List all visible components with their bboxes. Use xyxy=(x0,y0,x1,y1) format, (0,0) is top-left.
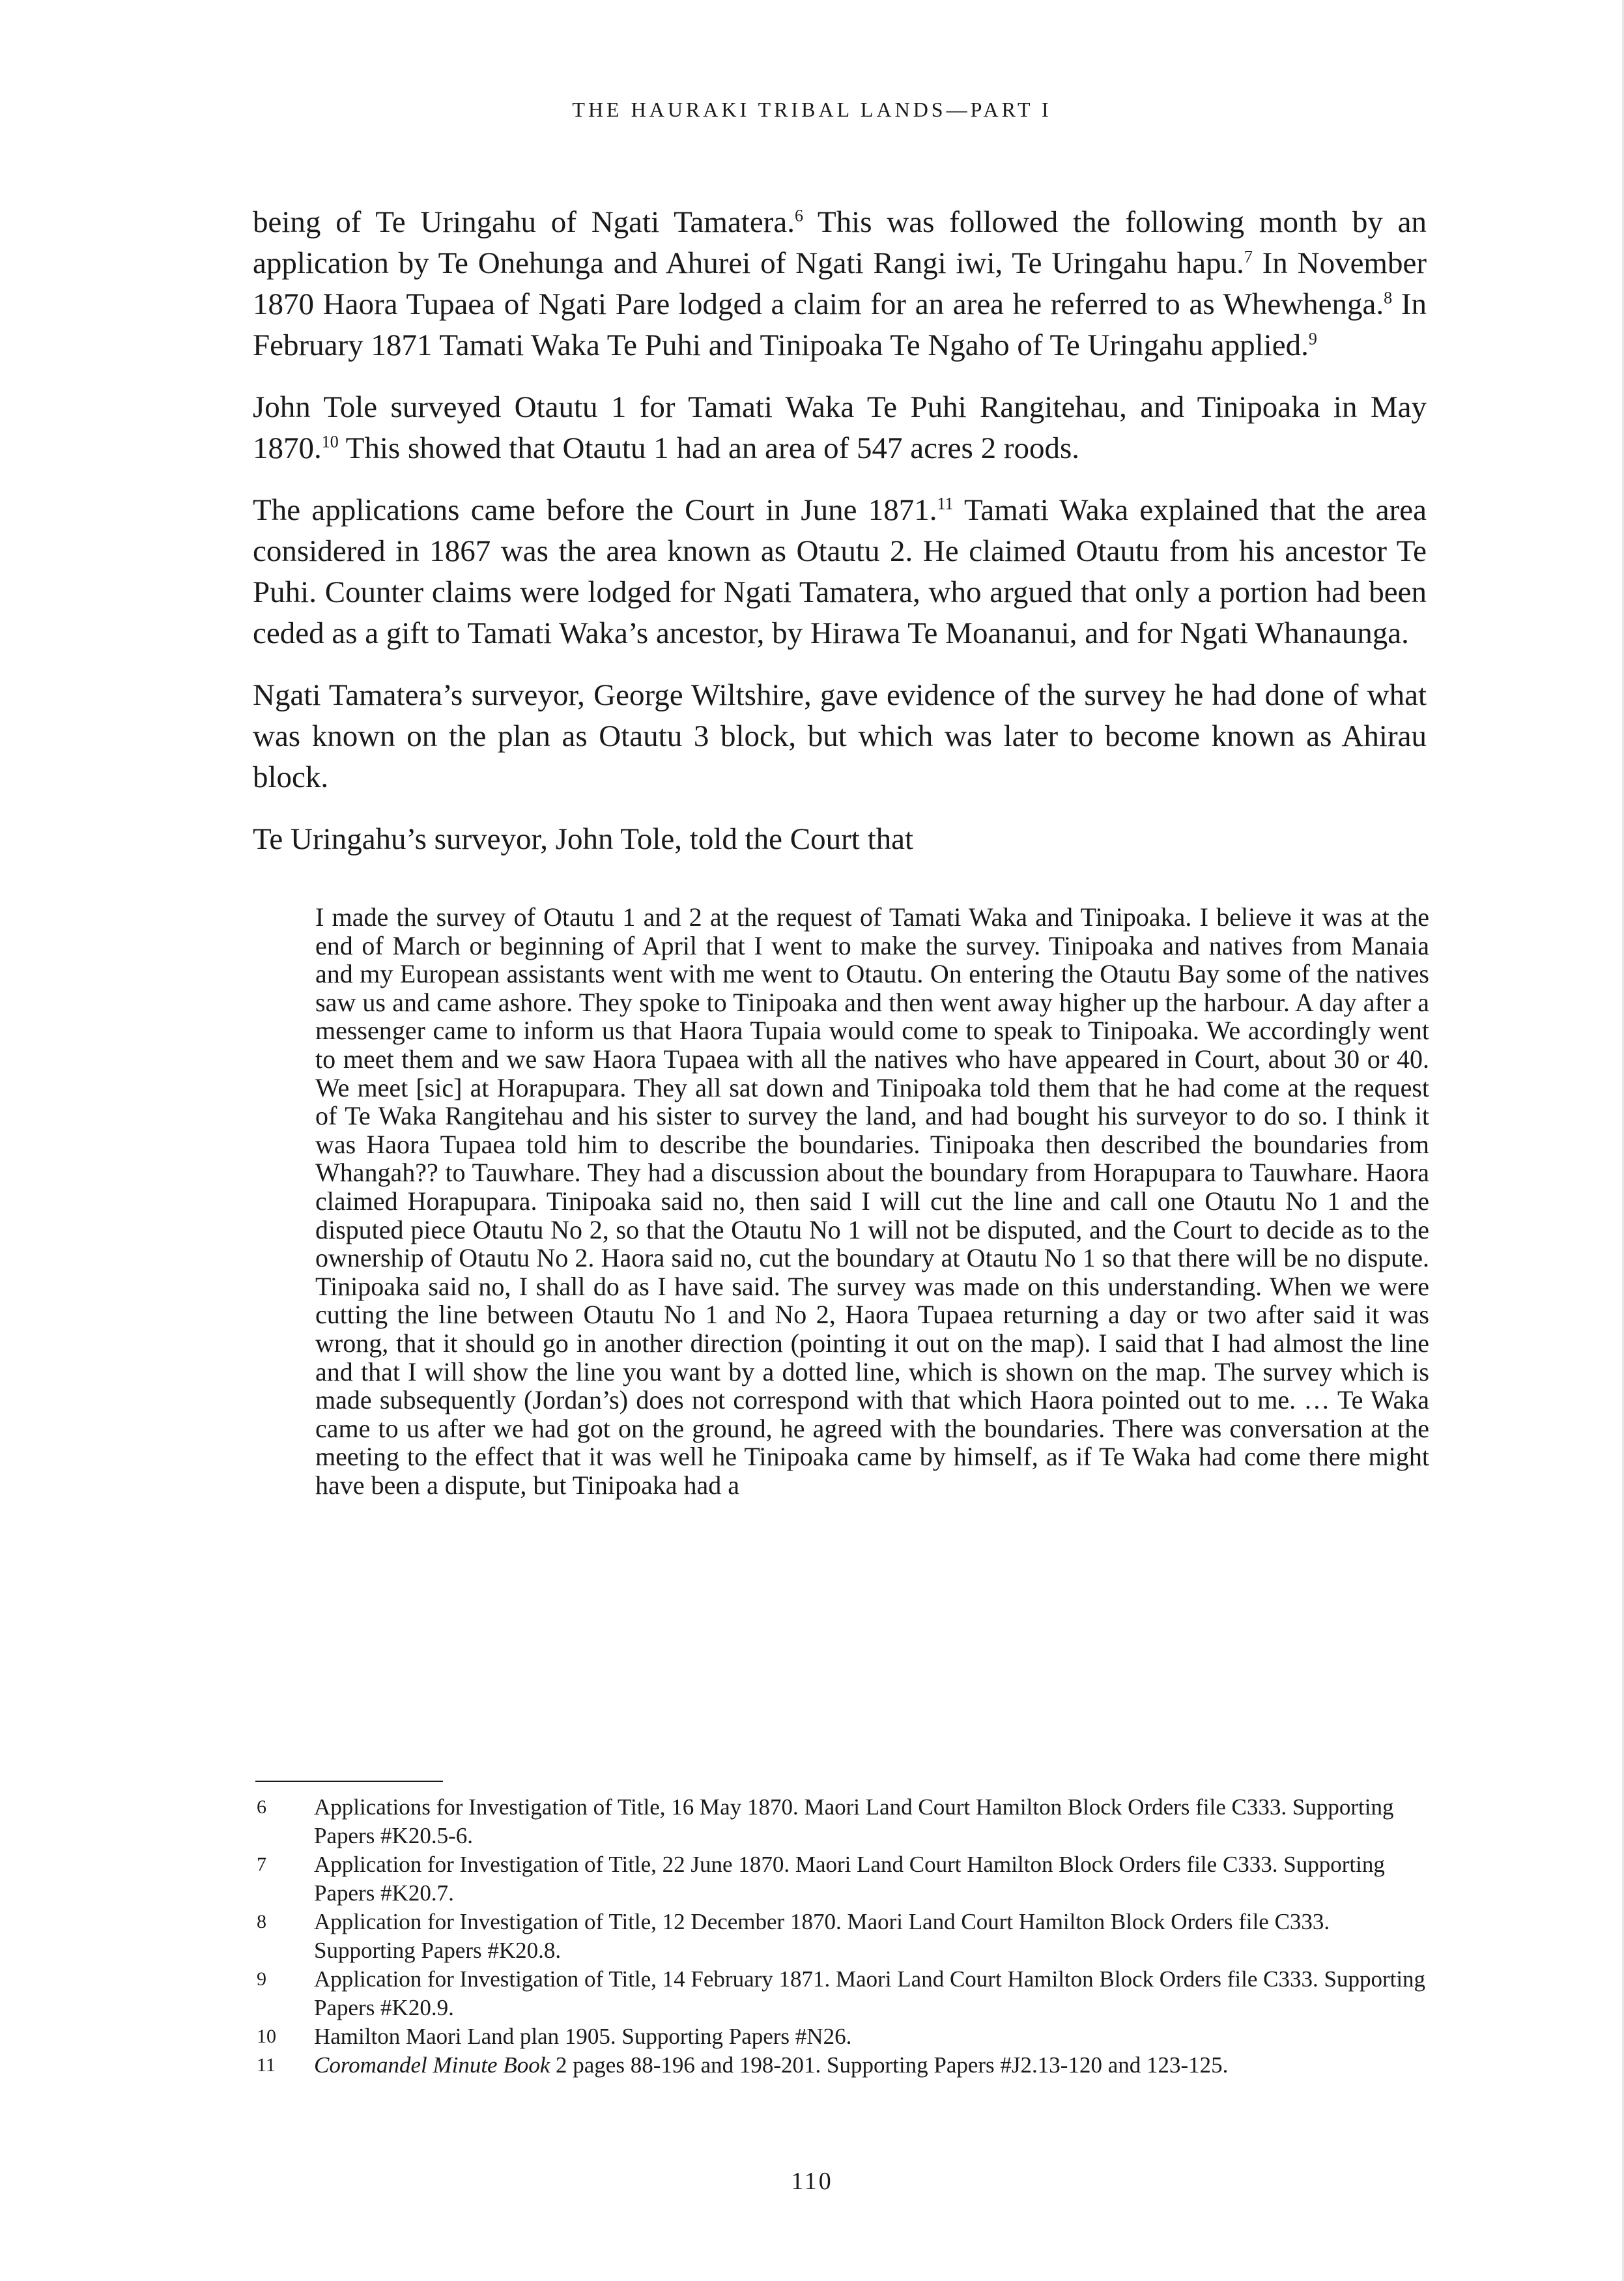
footnote-ref[interactable]: 10 xyxy=(321,432,339,452)
source-title: Coromandel Minute Book xyxy=(314,2052,550,2078)
footnote xyxy=(253,1793,1432,1850)
footnote-text: Application for Investigation of Title, 12 December 1870. Maori Land Court Hamilton Block Orders file C333. Supporting Papers #K20.8. xyxy=(314,1909,1330,1963)
paragraph-text: In November 1870 Haora Tupaea of Ngati Pare lodged a claim for an area he referred to as Whewhenga. xyxy=(253,246,1427,321)
paragraph-text: The applications came before the Court in June 1871. xyxy=(253,493,937,527)
quote-lead-in: Te Uringahu’s surveyor, John Tole, told the Court that xyxy=(253,822,914,856)
footnote-ref[interactable]: 6 xyxy=(794,206,803,225)
footnote-text: Applications for Investigation of Title, 16 May 1870. Maori Land Court Hamilton Block Orders file C333. Supporting Papers #K20.5-6. xyxy=(314,1794,1394,1848)
footnote-number: 6 xyxy=(257,1796,266,1818)
footnote xyxy=(253,1965,1432,2022)
footnote-divider xyxy=(255,1781,443,1782)
paragraph-text: John Tole surveyed Otautu 1 for Tamati Waka Te Puhi Rangitehau, and Tinipoaka in May 1870. xyxy=(253,390,1427,465)
footnotes xyxy=(253,1793,1432,2080)
footnote xyxy=(253,2022,1432,2051)
footnote-text-rest: 2 pages 88-196 and 198-201. Supporting Papers #J2.13-120 and 123-125. xyxy=(550,2052,1229,2078)
footnote-number: 7 xyxy=(257,1854,266,1875)
paragraph xyxy=(253,202,1427,366)
footnote-ref[interactable]: 7 xyxy=(1244,247,1253,266)
footnote-ref[interactable]: 8 xyxy=(1384,288,1393,308)
block-quote: I made the survey of Otautu 1 and 2 at the request of Tamati Waka and Tinipoaka. I believe it was at the end of March or beginning of April that I went to make the survey. Tinipoaka and natives from Manaia and my European assistants went with me went to Otautu. On entering the Otautu Bay some of the natives saw us and came ashore. They spoke to Tinipoaka and then went away higher up the harbour. A day after a messenger came to inform us that Haora Tupaia would come to speak to Tinipoaka. We accordingly went to meet them and we saw Haora Tupaea with all the natives who have appeared in Court, about 30 or 40. We meet [sic] at Horapupara. They all sat down and Tinipoaka told them that he had come at the request of Te Waka Rangitehau and his sister to survey the land, and had bought his surveyor to do so. I think it was Haora Tupaea told him to describe the boundaries. Tinipoaka then described the boundaries from Whangah?? to Tauwhare. They had a discussion about the boundary from Horapupara to Tauwhare. Haora claimed Horapupara. Tinipoaka said no, then said I will cut the line and call one Otautu No 1 and the disputed piece Otautu No 2, so that the Otautu No 1 will not be disputed, and the Court to decide as to the ownership of Otautu No 2. Haora said no, cut the boundary at Otautu No 1 so that there will be no dispute. Tinipoaka said no, I shall do as I have said. The survey was made on this understanding. When we were cutting the line between Otautu No 1 and No 2, Haora Tupaea returning a day or two after said it was wrong, that it should go in another direction (pointing it out on the map). I said that I had almost the line and that I will show the line you want by a dotted line, which is shown on the map. The survey which is made subsequently (Jordan’s) does not correspond with that which Haora pointed out to me. … Te Waka came to us after we had got on the ground, he agreed with the boundaries. There was conversation at the meeting to the effect that it was well he Tinipoaka came by himself, as if Te Waka had come there might have been a dispute, but Tinipoaka had a xyxy=(315,902,1429,1500)
paragraph-text: being of Te Uringahu of Ngati Tamatera. xyxy=(253,205,795,239)
footnote-text: Application for Investigation of Title, 22 June 1870. Maori Land Court Hamilton Block Orders file C333. Supporting Papers #K20.7. xyxy=(314,1852,1385,1906)
footnote-ref[interactable]: 9 xyxy=(1308,329,1317,349)
paragraph-text: Tamati Waka explained that the area considered in 1867 was the area known as Otautu 2. He claimed Otautu from his ancestor Te Puhi. Counter claims were lodged for Ngati Tamatera, who argued that only a portion had been ceded as a gift to Tamati Waka’s ancestor, by Hirawa Te Moananui, and for Ngati Whanaunga. xyxy=(253,493,1427,650)
footnote-number: 9 xyxy=(257,1968,266,1990)
footnote xyxy=(253,1850,1432,1908)
footnote-text xyxy=(314,2051,1432,2080)
paragraph: Ngati Tamatera’s surveyor, George Wiltshire, gave evidence of the survey he had done of what was known on the plan as Otautu 3 block, but which was later to become known as Ahirau block. xyxy=(253,678,1427,794)
paragraph xyxy=(253,490,1427,654)
paragraph xyxy=(253,387,1427,469)
footnote-number: 11 xyxy=(257,2054,276,2076)
footnote-text: Application for Investigation of Title, 14 February 1871. Maori Land Court Hamilton Block Orders file C333. Supporting Papers #K20.9. xyxy=(314,1966,1426,2020)
footnote-number: 8 xyxy=(257,1911,266,1932)
page-number: 110 xyxy=(791,2168,833,2195)
body-text xyxy=(253,202,1427,864)
footnote-text: Hamilton Maori Land plan 1905. Supporting Papers #N26. xyxy=(314,2024,852,2049)
paragraph-text: This was followed the following month by an application by Te Onehunga and Ahurei of Ngati Rangi iwi, Te Uringahu hapu. xyxy=(253,205,1427,280)
footnote-number: 10 xyxy=(257,2026,276,2047)
paragraph-text: In February 1871 Tamati Waka Te Puhi and Tinipoaka Te Ngaho of Te Uringahu applied. xyxy=(253,287,1427,362)
footnote xyxy=(253,2051,1432,2080)
paragraph-text: This showed that Otautu 1 had an area of 547 acres 2 roods. xyxy=(338,431,1080,465)
footnote xyxy=(253,1908,1432,1965)
running-head: THE HAURAKI TRIBAL LANDS—PART I xyxy=(572,98,1052,121)
footnote-ref[interactable]: 11 xyxy=(937,494,954,513)
